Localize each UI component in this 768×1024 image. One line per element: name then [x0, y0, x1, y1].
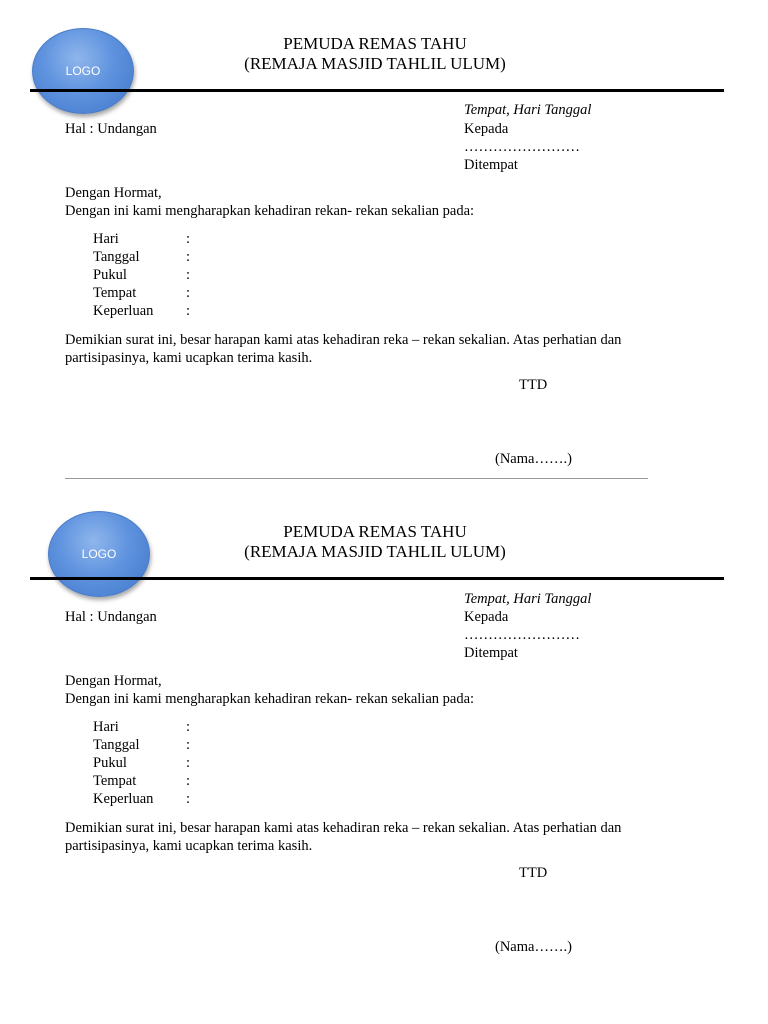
closing-line-2: partisipasinya, kami ucapkan terima kasih. [65, 838, 313, 854]
org-subname: (REMAJA MASJID TAHLIL ULUM) [244, 542, 506, 561]
org-name: PEMUDA REMAS TAHU [283, 34, 467, 53]
logo-text: LOGO [81, 547, 117, 561]
logo-text: LOGO [65, 64, 101, 78]
intro-text: Dengan ini kami mengharapkan kehadiran rekan- rekan sekalian pada: [65, 203, 475, 219]
place-date: Tempat, Hari Tanggal [464, 102, 592, 118]
signature-name: (Nama…….) [495, 451, 572, 467]
subject: Hal : Undangan [65, 121, 157, 137]
greeting: Dengan Hormat, [65, 673, 162, 689]
field-label-day: Hari [93, 231, 119, 247]
field-label-date: Tanggal [93, 249, 140, 265]
field-colon: : [186, 285, 191, 301]
header-rule [30, 89, 724, 92]
closing-line-2: partisipasinya, kami ucapkan terima kasih. [65, 350, 313, 366]
recipient-place: Ditempat [464, 645, 518, 661]
signature-label: TTD [519, 865, 548, 881]
logo-placeholder [48, 511, 150, 597]
field-label-purpose: Keperluan [93, 791, 154, 807]
field-label-place: Tempat [93, 285, 137, 301]
intro-text: Dengan ini kami mengharapkan kehadiran rekan- rekan sekalian pada: [65, 691, 475, 707]
field-colon: : [186, 267, 191, 283]
field-label-purpose: Keperluan [93, 303, 154, 319]
recipient-label: Kepada [464, 121, 509, 137]
field-colon: : [186, 737, 191, 753]
header-rule [30, 577, 724, 580]
field-colon: : [186, 791, 191, 807]
recipient-dots: …………………… [464, 139, 580, 155]
field-label-day: Hari [93, 719, 119, 735]
org-name: PEMUDA REMAS TAHU [283, 522, 467, 541]
closing-line-1: Demikian surat ini, besar harapan kami atas kehadiran reka – rekan sekalian. Atas perhatian dan [65, 332, 622, 348]
invitation-letter-1 [0, 0, 768, 490]
field-colon: : [186, 249, 191, 265]
recipient-place: Ditempat [464, 157, 518, 173]
greeting: Dengan Hormat, [65, 185, 162, 201]
invitation-letter-2 [0, 488, 768, 978]
field-label-place: Tempat [93, 773, 137, 789]
field-label-time: Pukul [93, 755, 127, 771]
signature-name: (Nama…….) [495, 939, 572, 955]
subject: Hal : Undangan [65, 609, 157, 625]
field-colon: : [186, 231, 191, 247]
recipient-dots: …………………… [464, 627, 580, 643]
org-subname: (REMAJA MASJID TAHLIL ULUM) [244, 54, 506, 73]
field-colon: : [186, 773, 191, 789]
recipient-label: Kepada [464, 609, 509, 625]
logo-placeholder [32, 28, 134, 114]
signature-label: TTD [519, 377, 548, 393]
cut-line [65, 478, 648, 479]
field-colon: : [186, 719, 191, 735]
place-date: Tempat, Hari Tanggal [464, 591, 592, 607]
field-label-date: Tanggal [93, 737, 140, 753]
field-colon: : [186, 755, 191, 771]
closing-line-1: Demikian surat ini, besar harapan kami atas kehadiran reka – rekan sekalian. Atas perhatian dan [65, 820, 622, 836]
field-colon: : [186, 303, 191, 319]
field-label-time: Pukul [93, 267, 127, 283]
